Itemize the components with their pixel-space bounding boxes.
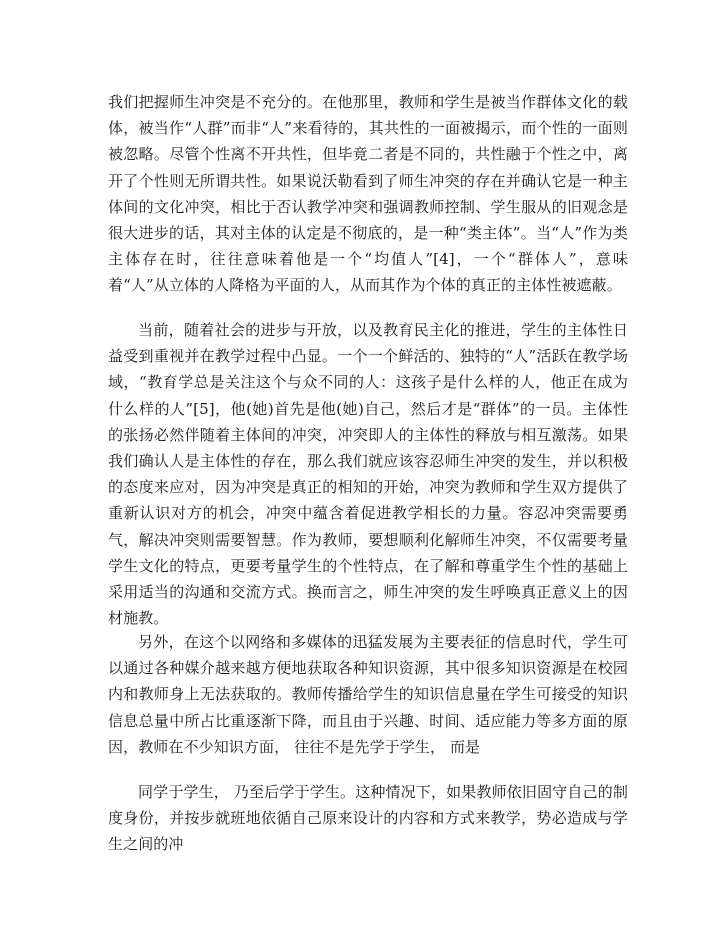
paragraph-1: 我们把握师生冲突是不充分的。在他那里，教师和学生是被当作群体文化的载体，被当作“人群”而非“人”来看待的，其共性的一面被揭示，而个性的一面则被忽略。尽管个性离不开共性，但毕竟二者是不同的，共性融于个性之中，离开了个性则无所谓共性。如果说沃勒看到了师生冲突的存在并确认它是一种主体间的文化冲突，相比于否认教学冲突和强调教师控制、学生服从的旧观念是很大进步的话，其对主体的认定是不彻底的，是一种“类主体”。当“人”作为类主体存在时，往往意味着他是一个“均值人”[4]，一个“群体人”，意味着“人”从立体的人降格为平面的人，从而其作为个体的真正的主体性被遮蔽。 (108, 93, 628, 295)
paragraph-2: 当前，随着社会的进步与开放，以及教育民主化的推进，学生的主体性日益受到重视并在教学过程中凸显。一个一个鲜活的、独特的“人”活跃在教学场域，“教育学总是关注这个与众不同的人：这孩子是什么样的人，他正在成为什么样的人”[5]，他(她)首先是他(她)自己，然后才是“群体”的一员。主体性的张扬必然伴随着主体间的冲突，冲突即人的主体性的释放与相互激荡。如果我们确认人是主体性的存在，那么我们就应该容忍师生冲突的发生，并以积极的态度来应对，因为冲突是真正的相知的开始，冲突为教师和学生双方提供了重新认识对方的机会，冲突中蕴含着促进教学相长的力量。容忍冲突需要勇气，解决冲突则需要智慧。作为教师，要想顺利化解师生冲突，不仅需要考量学生文化的特点，更要考量学生的个性特点，在了解和尊重学生个性的基础上采用适当的沟通和交流方式。换而言之，师生冲突的发生呼唤真正意义上的因材施教。 (108, 321, 628, 628)
paragraph-3: 另外，在这个以网络和多媒体的迅猛发展为主要表征的信息时代，学生可以通过各种媒介越来越方便地获取各种知识资源，其中很多知识资源是在校园内和教师身上无法获取的。教师传播给学生的知识信息量在学生可接受的知识信息总量中所占比重逐渐下降，而且由于兴趣、时间、适应能力等多方面的原因，教师在不少知识方面， 往往不是先学于学生， 而是 (108, 633, 628, 756)
paragraph-4: 同学于学生， 乃至后学于学生。这种情况下，如果教师依旧固守自己的制度身份，并按步就班地依循自己原来设计的内容和方式来教学，势必造成与学生之间的冲 (108, 783, 628, 854)
